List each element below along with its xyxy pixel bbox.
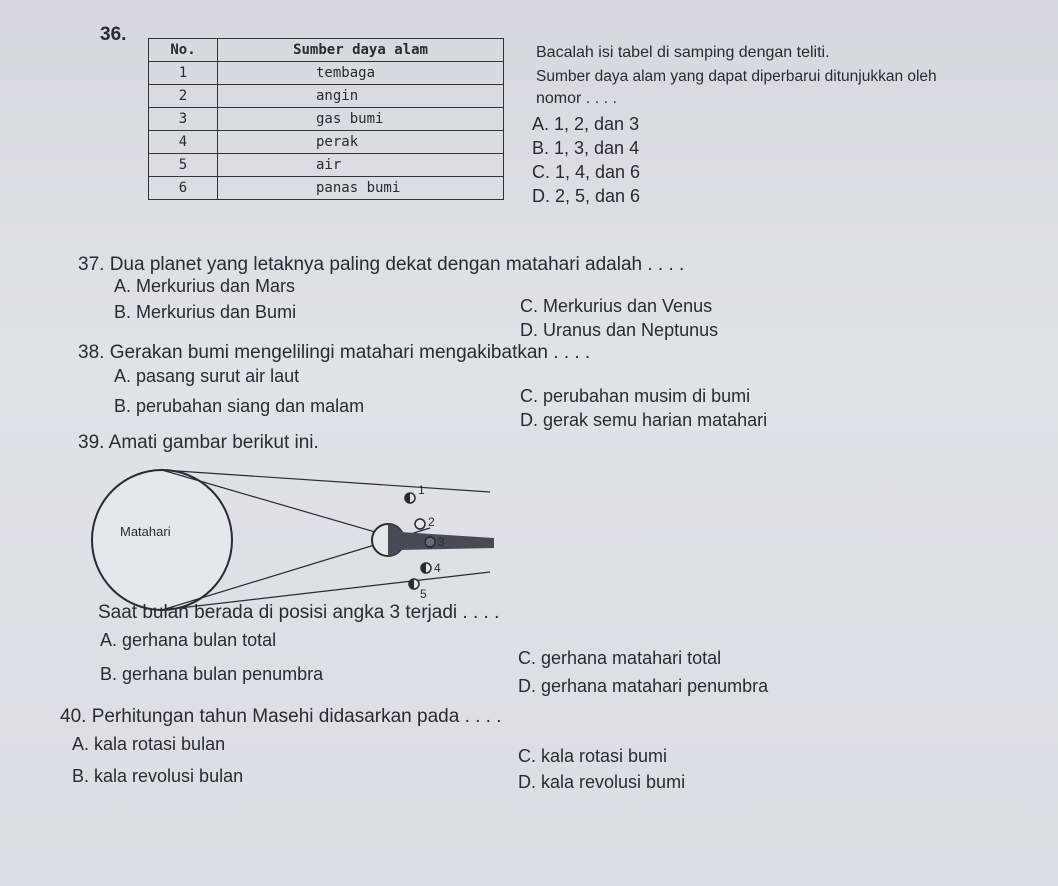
question-37: 37. Dua planet yang letaknya paling dekat dengan matahari adalah . . . . [78,254,685,275]
table-row [149,131,504,154]
q37-option-c[interactable]: C. Merkurius dan Venus [520,296,713,316]
moon-position-2 [415,519,425,529]
q39-option-c[interactable]: C. gerhana matahari total [518,648,722,668]
q36-option-d[interactable]: D. 2, 5, dan 6 [532,186,641,206]
row-resource: panas bumi [218,177,504,200]
ray-top [162,470,490,492]
q36-option-a[interactable]: A. 1, 2, dan 3 [532,114,640,134]
question-38: 38. Gerakan bumi mengelilingi matahari mengakibatkan . . . . [78,342,591,363]
row-resource: tembaga [218,62,504,85]
sun-circle [92,470,232,610]
row-number: 5 [149,154,218,177]
question-39: 39. Amati gambar berikut ini. [78,432,319,453]
q36-option-c[interactable]: C. 1, 4, dan 6 [532,162,641,182]
q38-option-a[interactable]: A. pasang surut air laut [114,366,300,386]
table-row [149,177,504,200]
row-number: 2 [149,85,218,108]
table-header-resource: Sumber daya alam [218,39,504,62]
q37-option-d[interactable]: D. Uranus dan Neptunus [520,320,719,340]
row-resource: gas bumi [218,108,504,131]
position-label-1: 1 [418,483,425,497]
row-resource: angin [218,85,504,108]
position-label-5: 5 [420,587,427,601]
q40-option-a[interactable]: A. kala rotasi bulan [72,734,226,754]
q38-option-b[interactable]: B. perubahan siang dan malam [114,396,365,416]
row-resource: air [218,154,504,177]
q39-question: Saat bulan berada di posisi angka 3 terjadi . . . . [98,602,500,623]
q39-option-a[interactable]: A. gerhana bulan total [100,630,277,650]
eclipse-diagram [90,468,510,618]
q38-option-d[interactable]: D. gerak semu harian matahari [520,410,768,430]
position-label-2: 2 [428,515,435,529]
umbra-shadow [400,532,494,550]
table-row [149,62,504,85]
q40-option-c[interactable]: C. kala rotasi bumi [518,746,668,766]
row-number: 6 [149,177,218,200]
question-40: 40. Perhitungan tahun Masehi didasarkan pada . . . . [60,706,502,727]
table-row [149,85,504,108]
resource-table [148,38,504,200]
question-36-number: 36. [100,24,127,45]
sun-label: Matahari [120,524,171,539]
table-row [149,108,504,131]
row-number: 1 [149,62,218,85]
moon-position-3 [425,537,435,547]
row-number: 3 [149,108,218,131]
row-resource: perak [218,131,504,154]
table-row [149,154,504,177]
q40-option-d[interactable]: D. kala revolusi bumi [518,772,686,792]
q37-option-b[interactable]: B. Merkurius dan Bumi [114,302,297,322]
q36-option-b[interactable]: B. 1, 3, dan 4 [532,138,640,158]
q39-option-b[interactable]: B. gerhana bulan penumbra [100,664,324,684]
q40-option-b[interactable]: B. kala revolusi bulan [72,766,244,786]
position-label-3: 3 [438,535,445,549]
q37-option-a[interactable]: A. Merkurius dan Mars [114,276,296,296]
q36-question: Sumber daya alam yang dapat diperbarui ditunjukkan oleh [536,68,937,85]
q39-option-d[interactable]: D. gerhana matahari penumbra [518,676,769,696]
q38-option-c[interactable]: C. perubahan musim di bumi [520,386,751,406]
table-header-no: No. [149,39,218,62]
row-number: 4 [149,131,218,154]
q36-question-cont: nomor . . . . [536,90,617,107]
position-label-4: 4 [434,561,441,575]
q36-instruction: Bacalah isi tabel di samping dengan teliti. [536,44,830,61]
